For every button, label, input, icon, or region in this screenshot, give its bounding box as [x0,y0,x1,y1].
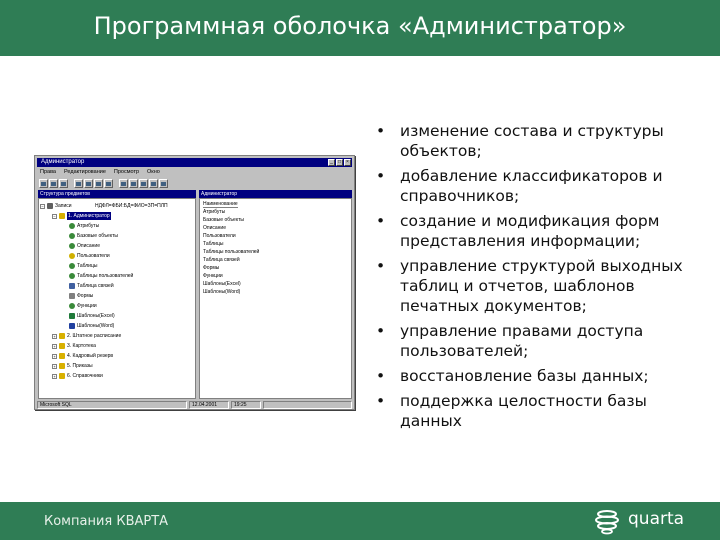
tree-item[interactable] [39,242,195,250]
company-name: Компания КВАРТА [44,514,169,529]
gear-icon [69,273,75,279]
expand-icon[interactable]: + [53,363,56,369]
tree-item[interactable] [39,202,195,210]
gear-icon [69,243,75,249]
tree-item-label: Таблицы пользователей [77,273,134,279]
maximize-icon[interactable]: □ [337,159,342,165]
menu-item[interactable]: Просмотр [113,169,140,175]
tree-item[interactable] [39,332,195,340]
toolbar-button[interactable] [39,179,48,188]
footer-bar [0,502,720,540]
bullet-marker: • [376,122,386,140]
folder-icon [59,353,65,359]
window-title: Администратор [41,159,85,165]
toolbar-button[interactable] [119,179,128,188]
tree-item-label: Таблицы [77,263,98,269]
table-icon [69,283,75,289]
tree-item-label: Базовые объекты [77,233,118,239]
window-titlebar [37,158,352,167]
bullet-text: поддержка целостности базы данных [400,392,647,430]
tree-item[interactable] [39,302,195,310]
tree-item[interactable] [39,362,195,370]
tree-item-label: 5. Приказы [67,363,93,369]
close-icon[interactable]: × [344,159,351,166]
bullet-text: восстановление базы данных; [400,367,649,385]
list-item[interactable]: Таблицы [203,241,224,247]
tree-item-label: Формы [77,293,94,299]
bullet-item [374,166,704,206]
toolbar-button[interactable] [94,179,103,188]
collapse-icon[interactable]: − [41,203,44,209]
tree-item-label: Атрибуты [77,223,100,229]
bullet-item [374,366,704,386]
gear-icon [69,303,75,309]
toolbar-button[interactable] [74,179,83,188]
header-bar [0,0,720,56]
admin-window-screenshot [34,155,355,410]
toolbar-button[interactable] [139,179,148,188]
tree-item-label: 2. Штатное расписание [67,333,122,339]
logo-text: quarta [628,509,685,529]
bullet-marker: • [376,212,386,230]
list-item[interactable]: Базовые объекты [203,217,244,223]
toolbar-button[interactable] [104,179,113,188]
tree-item-label: Пользователи [77,253,110,259]
folder-icon [59,213,65,219]
bullet-item [374,321,704,361]
list-column-header[interactable]: Наименование [203,201,238,207]
bullet-item [374,391,704,431]
tree-item-path: НДФЛ=ФБИ:БД=ФИО=ЗП=ПЛП [95,203,168,209]
bullet-item [374,256,704,316]
gear-icon [69,263,75,269]
list-pane[interactable] [199,198,352,399]
list-item[interactable]: Шаблоны(Excel) [203,281,241,287]
gear-icon [69,223,75,229]
toolbar-button[interactable] [84,179,93,188]
toolbar-button[interactable] [59,179,68,188]
tree-item[interactable] [39,312,195,320]
feature-list [374,121,704,436]
list-item[interactable]: Описание [203,225,227,231]
form-icon [69,293,75,299]
bullet-text: создание и модификация форм представления информации; [400,212,660,250]
menu-item[interactable]: Окно [147,169,160,175]
menu-item[interactable]: Редактирование [64,169,106,175]
bullet-text: добавление классификаторов и справочников; [400,167,663,205]
tree-item[interactable] [39,292,195,300]
tree-item[interactable] [39,232,195,240]
tree-item-label: 6. Справочники [67,373,103,379]
tree-item[interactable] [39,282,195,290]
bullet-item [374,211,704,251]
list-item[interactable]: Функции [203,273,223,279]
tree-item-label: Функции [77,303,97,309]
tree-item-label: Описание [77,243,101,249]
bullet-marker: • [376,322,386,340]
bullet-text: изменение состава и структуры объектов; [400,122,664,160]
toolbar-button[interactable] [159,179,168,188]
bullet-marker: • [376,257,386,275]
right-pane-header: Администратор [199,190,352,198]
word-icon [69,323,75,329]
window-menubar [37,168,352,177]
bullet-marker: • [376,392,386,410]
tree-item[interactable] [39,342,195,350]
left-pane-header: Структура предметов [38,190,196,198]
toolbar-button[interactable] [149,179,158,188]
toolbar-button[interactable] [49,179,58,188]
tree-item-label: 1. Администратор [68,213,110,219]
status-db: Microsoft SQL [37,401,187,409]
expand-icon[interactable]: + [53,343,56,349]
bullet-marker: • [376,167,386,185]
status-empty [263,401,352,409]
user-icon [69,253,75,259]
tree-item-label: Шаблоны(Word) [77,323,115,329]
tree-item[interactable] [39,272,195,280]
tree-item[interactable] [39,352,195,360]
status-time: 19:25 [231,401,261,409]
list-item[interactable]: Шаблоны(Word) [203,289,241,295]
tree-item[interactable] [39,322,195,330]
folder-icon [59,363,65,369]
status-date: 12.04.2001 [189,401,229,409]
bullet-marker: • [376,367,386,385]
list-item[interactable]: Формы [203,265,220,271]
tree-item[interactable] [39,222,195,230]
gear-icon [69,233,75,239]
tree-pane[interactable] [38,198,196,399]
tree-item[interactable] [39,372,195,380]
tree-item-label: Шаблоны(Excel) [77,313,115,319]
minimize-icon[interactable]: _ [328,159,335,166]
tree-item[interactable] [39,252,195,260]
list-item[interactable]: Атрибуты [203,209,226,215]
bullet-item [374,121,704,161]
tree-item[interactable] [39,262,195,270]
folder-icon [59,333,65,339]
list-item[interactable]: Таблица связей [203,257,240,263]
quarta-logo [592,506,702,536]
tree-item-label: Таблица связей [77,283,114,289]
tree-item-label: 4. Кадровый резерв [67,353,114,359]
slide-title: Программная оболочка «Администратор» [93,12,627,40]
folder-icon [59,373,65,379]
tree-item-label: 3. Картотека [67,343,96,349]
list-item[interactable]: Пользователи [203,233,236,239]
tree-item-label: Записи [55,203,72,209]
tree-item[interactable] [39,212,195,220]
list-item[interactable]: Таблицы пользователей [203,249,260,255]
expand-icon[interactable]: + [53,373,56,379]
globe-icon [592,506,622,536]
window-statusbar [37,401,352,409]
window-toolbar [37,178,352,189]
expand-icon[interactable]: + [53,333,56,339]
bullet-text: управление правами доступа пользователей; [400,322,644,360]
expand-icon[interactable]: + [53,353,56,359]
menu-item[interactable]: Права [40,169,56,175]
collapse-icon[interactable]: − [53,213,56,219]
toolbar-button[interactable] [129,179,138,188]
bullet-text: управление структурой выходных таблиц и отчетов, шаблонов печатных документов; [400,257,683,315]
computer-icon [47,203,53,209]
folder-icon [59,343,65,349]
excel-icon [69,313,75,319]
